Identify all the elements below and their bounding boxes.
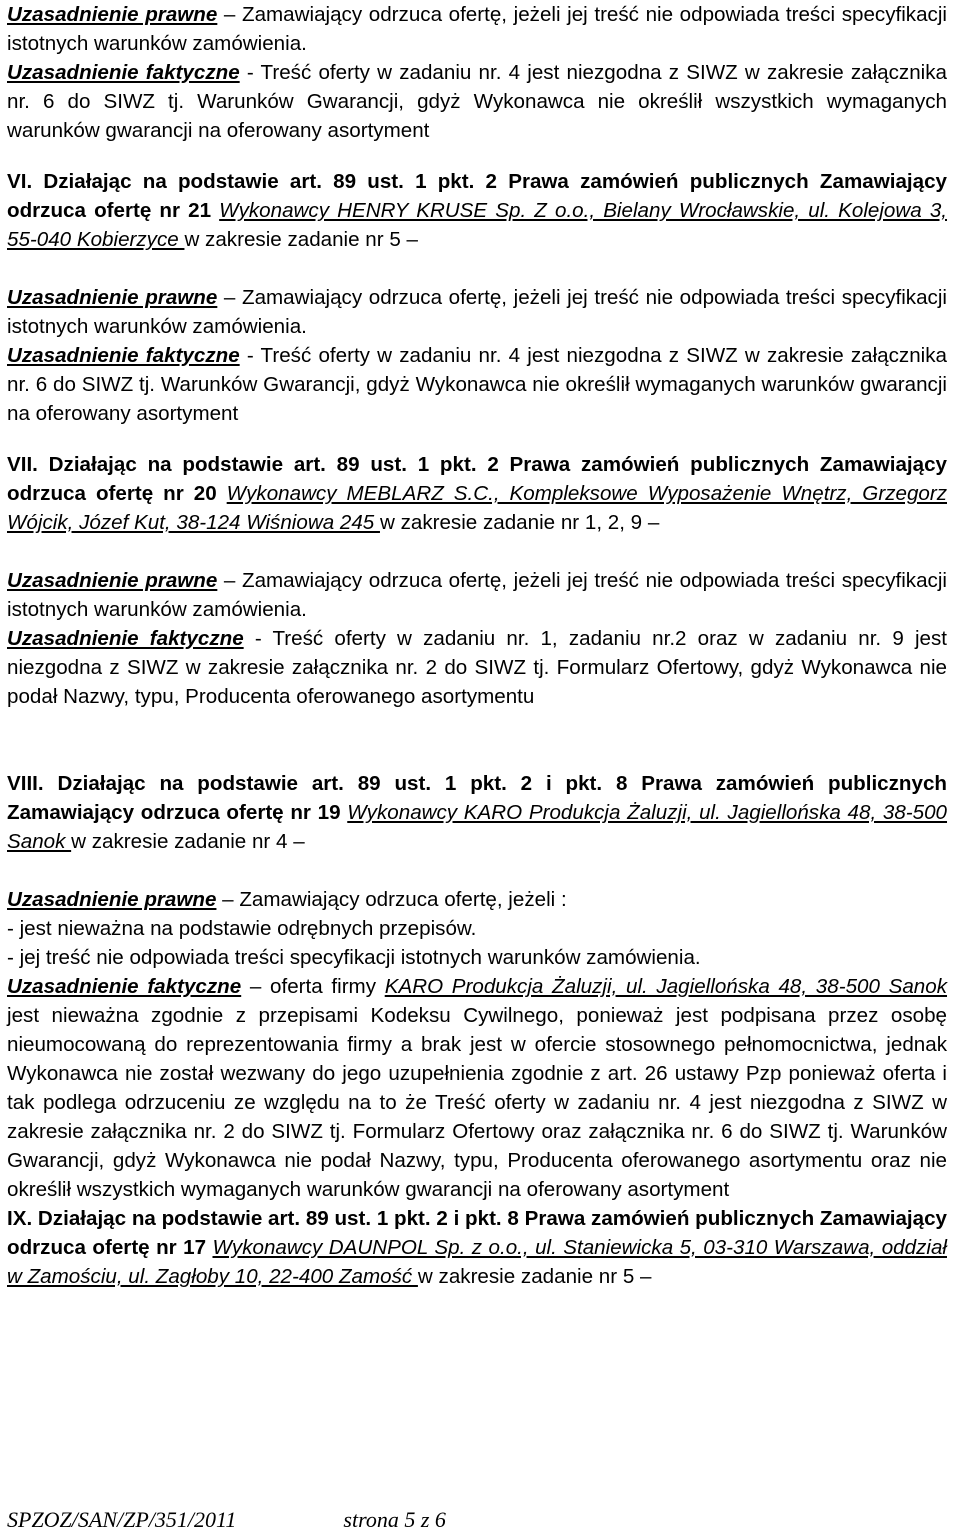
legal-condition-item: - jej treść nie odpowiada treści specyfikacji istotnych warunków zamówienia.: [7, 946, 701, 969]
legal-justification-text: – Zamawiający odrzuca ofertę, jeżeli :: [216, 888, 567, 911]
section-heading-text: VII. Działając na podstawie art. 89 ust. 1 pkt. 2 Prawa zamówień publicznych Zamawiający odrzuca ofertę nr 20: [7, 453, 947, 505]
scope-text: w zakresie zadanie nr 4 –: [71, 830, 305, 853]
section-vii-heading: [7, 450, 947, 537]
scope-text: w zakresie zadanie nr 5 –: [417, 1265, 652, 1288]
legal-condition-item: - jest nieważna na podstawie odrębnych przepisów.: [7, 917, 477, 940]
factual-justification-text: - Treść oferty w zadaniu nr. 4 jest niezgodna z SIWZ w zakresie załącznika nr. 6 do SIWZ tj. Warunków Gwarancji, gdyż Wykonawca nie określił wszystkich wymaganych warunków gwarancji na oferowany asortyment: [7, 61, 947, 142]
page-number: strona 5 z 6: [343, 1507, 446, 1532]
section-heading-text: VIII. Działając na podstawie art. 89 ust. 1 pkt. 2 i pkt. 8 Prawa zamówień publicznych Zamawiający odrzuca ofertę nr 19: [7, 772, 947, 824]
section-heading-text: IX. Działając na podstawie art. 89 ust. 1 pkt. 2 i pkt. 8 Prawa zamówień publicznych Zamawiający odrzuca ofertę nr 17: [7, 1207, 947, 1259]
company-reference: KARO Produkcja Żaluzji, ul. Jagiellońska 48, 38-500 Sanok: [384, 975, 948, 998]
section-viii-heading: [7, 769, 947, 856]
factual-justification-label: Uzasadnienie faktyczne: [7, 61, 240, 84]
section-ix-heading: [7, 1204, 947, 1291]
factual-justification-text: - Treść oferty w zadaniu nr. 4 jest niezgodna z SIWZ w zakresie załącznika nr. 6 do SIWZ tj. Warunków Gwarancji, gdyż Wykonawca nie określił wymaganych warunków gwarancji na oferowany asortyment: [7, 344, 947, 425]
factual-justification-label: Uzasadnienie faktyczne: [7, 344, 240, 367]
factual-justification-label: Uzasadnienie faktyczne: [7, 627, 244, 650]
section-viii-justification: [7, 885, 947, 1204]
document-page: [7, 0, 947, 1291]
legal-justification-label: Uzasadnienie prawne: [7, 569, 218, 592]
page-footer: [7, 1505, 446, 1535]
factual-justification-label: Uzasadnienie faktyczne: [7, 975, 242, 998]
factual-justification-pre: – oferta firmy: [241, 975, 385, 998]
scope-text: w zakresie zadanie nr 5 –: [184, 228, 418, 251]
legal-justification-label: Uzasadnienie prawne: [7, 3, 218, 26]
document-reference: SPZOZ/SAN/ZP/351/2011: [7, 1507, 237, 1532]
contractor-name: Wykonawcy KARO Produkcja Żaluzji, ul. Jagiellońska 48, 38-500 Sanok: [7, 801, 948, 853]
section-vi-justification: [7, 283, 947, 428]
contractor-name: Wykonawcy DAUNPOL Sp. z o.o., ul. Staniewicka 5, 03-310 Warszawa, oddział w Zamościu, ul. Zagłoby 10, 22-400 Zamość: [7, 1236, 947, 1288]
legal-justification-text: – Zamawiający odrzuca ofertę, jeżeli jej treść nie odpowiada treści specyfikacji istotnych warunków zamówienia.: [7, 569, 947, 621]
factual-justification-text: - Treść oferty w zadaniu nr. 1, zadaniu nr.2 oraz w zadaniu nr. 9 jest niezgodna z SIWZ w zakresie załącznika nr. 2 do SIWZ tj. Formularz Ofertowy, gdyż Wykonawca nie podał Nazwy, typu, Producenta oferowanego asortymentu: [7, 627, 947, 708]
contractor-name: Wykonawcy HENRY KRUSE Sp. Z o.o., Bielany Wrocławskie, ul. Kolejowa 3, 55-040 Kobierzyce: [7, 199, 947, 251]
section-vii-justification: [7, 566, 947, 711]
legal-justification-text: – Zamawiający odrzuca ofertę, jeżeli jej treść nie odpowiada treści specyfikacji istotnych warunków zamówienia.: [7, 3, 947, 55]
contractor-name: Wykonawcy MEBLARZ S.C., Kompleksowe Wyposażenie Wnętrz, Grzegorz Wójcik, Józef Kut, 38-124 Wiśniowa 245: [7, 482, 947, 534]
factual-justification-text: jest nieważna zgodnie z przepisami Kodeksu Cywilnego, ponieważ jest podpisana przez osobę nieumocowaną do reprezentowania firmy a brak jest w ofercie stosownego pełnomocnictwa, jednak Wykonawca nie został wezwany do jego uzupełnienia zgodnie z art. 26 ustawy Pzp ponieważ oferta i tak podlega odrzuceniu ze względu na to że Treść oferty w zadaniu nr. 4 jest niezgodna z SIWZ w zakresie załącznika nr. 2 do SIWZ tj. Formularz Ofertowy oraz załącznika nr. 6 do SIWZ tj. Warunków Gwarancji, gdyż Wykonawca nie podał Nazwy, typu, Producenta oferowanego asortymentu oraz nie określił wszystkich wymaganych warunków gwarancji na oferowany asortyment: [7, 1004, 947, 1201]
section-vi-heading: [7, 167, 947, 254]
section-heading-text: VI. Działając na podstawie art. 89 ust. 1 pkt. 2 Prawa zamówień publicznych Zamawiający odrzuca ofertę nr 21: [7, 170, 947, 222]
legal-justification-text: – Zamawiający odrzuca ofertę, jeżeli jej treść nie odpowiada treści specyfikacji istotnych warunków zamówienia.: [7, 286, 947, 338]
scope-text: w zakresie zadanie nr 1, 2, 9 –: [379, 511, 660, 534]
lead-justification: [7, 0, 947, 145]
legal-justification-label: Uzasadnienie prawne: [7, 888, 217, 911]
legal-justification-label: Uzasadnienie prawne: [7, 286, 218, 309]
